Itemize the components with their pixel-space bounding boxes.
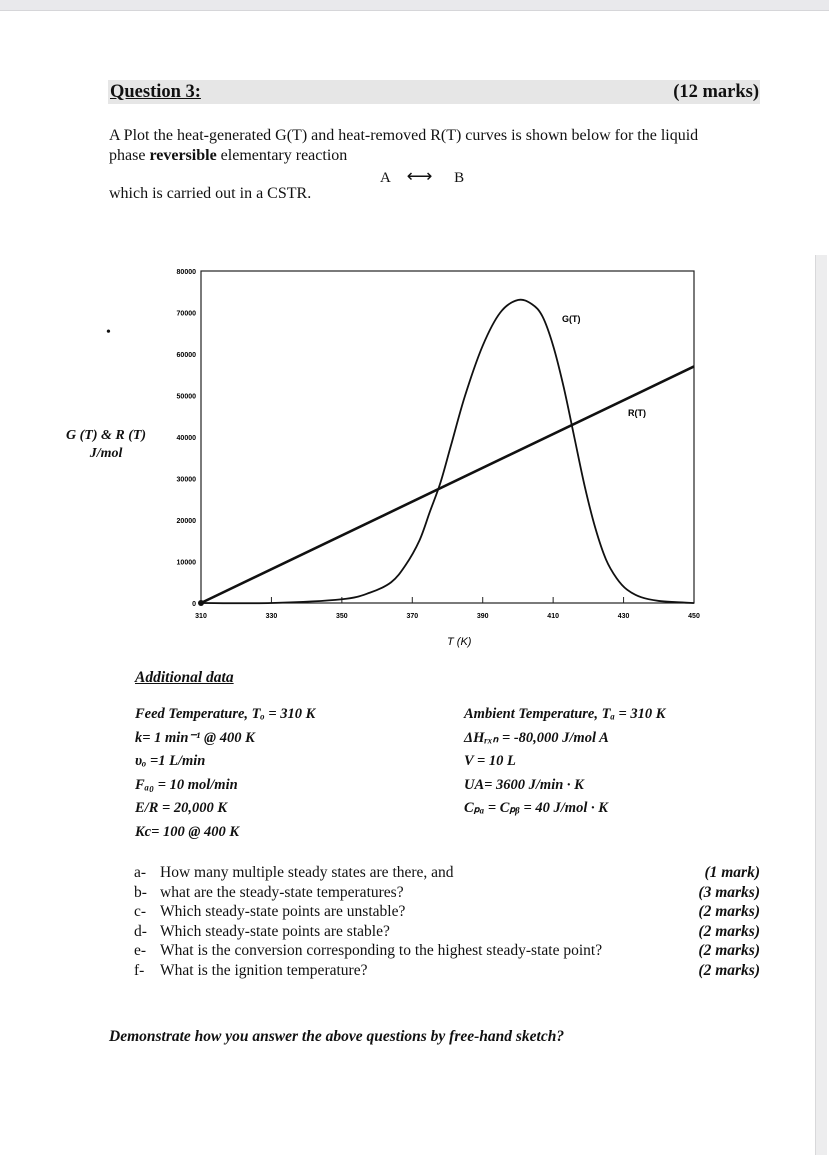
chart-y-ticks bbox=[177, 269, 197, 608]
chart-x-ticks bbox=[195, 597, 700, 620]
reversible-keyword: reversible bbox=[149, 147, 217, 164]
intro-line-3: which is carried out in a CSTR. bbox=[109, 185, 312, 202]
sub-question: f- What is the ignition temperature? (2 marks) bbox=[134, 961, 760, 979]
x-tick-label: 310 bbox=[195, 613, 207, 620]
rate-constant: k= 1 min⁻¹ @ 400 K bbox=[135, 729, 255, 746]
y-tick-label: 80000 bbox=[176, 269, 196, 276]
sub-question: c- Which steady-state points are unstable? (2 marks) bbox=[134, 903, 760, 920]
sub-question: e- What is the conversion corresponding to the highest steady-state point? (2 marks) bbox=[134, 942, 760, 959]
g-t-series-line bbox=[201, 300, 694, 604]
additional-data-right bbox=[464, 703, 665, 821]
y-tick-label: 10000 bbox=[176, 559, 196, 567]
heat-of-reaction: ΔHᵣₓₙ = -80,000 J/mol A bbox=[464, 729, 609, 746]
x-tick-label: 390 bbox=[476, 613, 489, 620]
y-tick-label: 40000 bbox=[176, 435, 196, 442]
additional-data-title: Additional data bbox=[135, 669, 234, 686]
y-tick-label: 30000 bbox=[176, 476, 196, 484]
intro-line-2: phase reversible elementary reaction bbox=[109, 147, 348, 164]
volumetric-flow: υₒ =1 L/min bbox=[135, 753, 206, 769]
molar-feed-rate: Fₐ₀ = 10 mol/min bbox=[135, 776, 238, 793]
sub-question: a- How many multiple steady states are there, and (1 mark) bbox=[134, 864, 760, 881]
equilibrium-constant: Kc= 100 @ 400 K bbox=[135, 823, 240, 840]
x-tick-label: 330 bbox=[265, 613, 278, 620]
chart-x-axis-label: T (K) bbox=[447, 636, 472, 648]
y-tick-label: 20000 bbox=[176, 518, 196, 525]
x-tick-label: 350 bbox=[336, 613, 348, 620]
activation-ratio: E/R = 20,000 K bbox=[135, 800, 228, 816]
additional-data-left bbox=[135, 703, 315, 844]
product-b: B bbox=[454, 170, 465, 186]
stray-dot: • bbox=[106, 325, 111, 340]
g-t-curve-label: G(T) bbox=[562, 314, 581, 324]
sub-question: b- what are the steady-state temperatures? (3 marks) bbox=[134, 883, 760, 901]
y-tick-label: 60000 bbox=[176, 352, 196, 359]
x-tick-label: 410 bbox=[547, 613, 559, 620]
question-marks: (12 marks) bbox=[673, 82, 759, 102]
ambient-temperature: Ambient Temperature, Tₐ = 310 K bbox=[464, 706, 666, 722]
reactant-a: A bbox=[380, 170, 391, 186]
chart-plot-frame bbox=[201, 271, 694, 603]
chart-y-axis-unit: J/mol bbox=[89, 446, 123, 461]
sub-question: d- Which steady-state points are stable? (2 marks) bbox=[134, 922, 760, 940]
r-t-series-line bbox=[201, 366, 694, 603]
y-tick-label: 70000 bbox=[176, 310, 196, 318]
heat-capacities: Cₚₐ = Cₚᵦ = 40 J/mol · K bbox=[464, 800, 608, 816]
feed-temperature: Feed Temperature, Tₒ = 310 K bbox=[135, 706, 316, 722]
x-tick-label: 430 bbox=[617, 613, 630, 620]
origin-marker bbox=[198, 600, 204, 606]
y-tick-label: 0 bbox=[192, 601, 196, 608]
question-title: Question 3: bbox=[110, 82, 201, 102]
closing-instruction: Demonstrate how you answer the above questions by free-hand sketch? bbox=[109, 1028, 565, 1045]
y-tick-label: 50000 bbox=[176, 393, 196, 401]
reactor-volume: V = 10 L bbox=[464, 753, 516, 769]
sub-question-list bbox=[134, 863, 760, 980]
x-tick-label: 450 bbox=[688, 613, 700, 620]
x-tick-label: 370 bbox=[406, 613, 419, 620]
chart-y-axis-label: G (T) & R (T) J/mol bbox=[66, 428, 147, 461]
r-t-curve-label: R(T) bbox=[628, 408, 646, 418]
intro-line-1: A Plot the heat-generated G(T) and heat-removed R(T) curves is shown below for the liquid bbox=[109, 127, 699, 144]
equilibrium-arrow-icon: ⟷ bbox=[406, 166, 433, 186]
heat-transfer-ua: UA= 3600 J/min · K bbox=[464, 776, 584, 793]
